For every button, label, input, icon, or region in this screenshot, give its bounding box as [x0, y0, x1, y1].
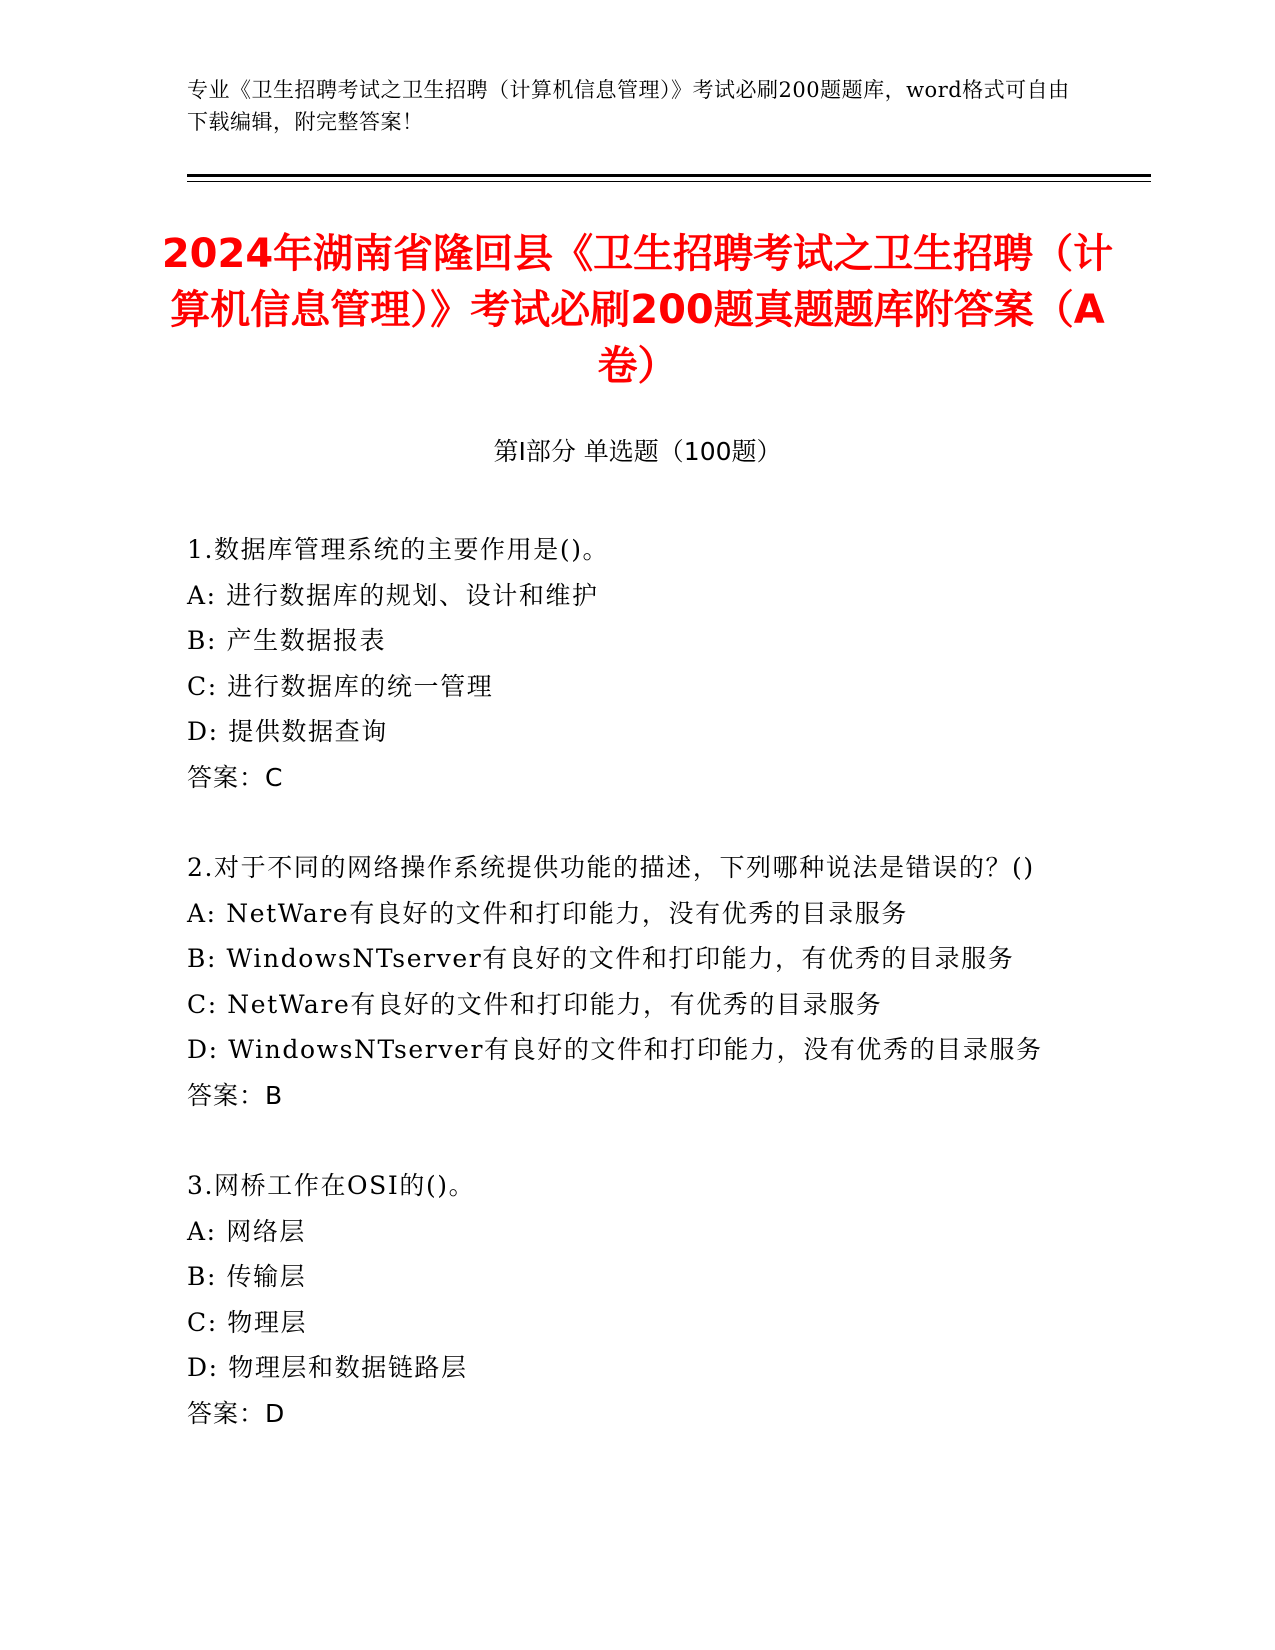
- question-list: [187, 527, 1087, 1481]
- question-3: [187, 1163, 1087, 1436]
- section-title: 第I部分 单选题（100题）: [493, 437, 782, 466]
- option-c: C: NetWare有良好的文件和打印能力，有优秀的目录服务: [187, 989, 883, 1019]
- option-a: A: 网络层: [187, 1216, 307, 1246]
- answer: 答案：B: [187, 1080, 284, 1110]
- option-c: C: 进行数据库的统一管理: [187, 671, 494, 701]
- option-d: D: 提供数据查询: [187, 717, 388, 746]
- question-stem: 2.对于不同的网络操作系统提供功能的描述，下列哪种说法是错误的？(): [187, 853, 1035, 882]
- option-b: B: 产生数据报表: [187, 626, 387, 655]
- question-stem: 1.数据库管理系统的主要作用是()。: [187, 535, 610, 564]
- answer: 答案：C: [187, 762, 284, 792]
- option-b: B: 传输层: [187, 1262, 307, 1291]
- header-note: 专业《卫生招聘考试之卫生招聘（计算机信息管理）》考试必刷200题题库，word格式可自由下载编辑，附完整答案！: [187, 78, 1070, 134]
- document-title: 2024年湖南省隆回县《卫生招聘考试之卫生招聘（计算机信息管理）》考试必刷200题真题题库附答案（A卷）: [161, 231, 1114, 389]
- option-d: D: 物理层和数据链路层: [187, 1353, 468, 1382]
- header-rule-thick: [187, 174, 1151, 177]
- option-b: B: WindowsNTserver有良好的文件和打印能力，有优秀的目录服务: [187, 944, 1015, 973]
- question-stem: 3.网桥工作在OSI的()。: [187, 1171, 476, 1200]
- option-c: C: 物理层: [187, 1307, 308, 1337]
- option-a: A: 进行数据库的规划、设计和维护: [187, 580, 599, 610]
- question-2: [187, 845, 1087, 1118]
- option-a: A: NetWare有良好的文件和打印能力，没有优秀的目录服务: [187, 898, 908, 928]
- answer: 答案：D: [187, 1398, 286, 1428]
- header-rule-thin: [187, 181, 1151, 182]
- question-1: [187, 527, 1087, 800]
- option-d: D: WindowsNTserver有良好的文件和打印能力，没有优秀的目录服务: [187, 1035, 1043, 1064]
